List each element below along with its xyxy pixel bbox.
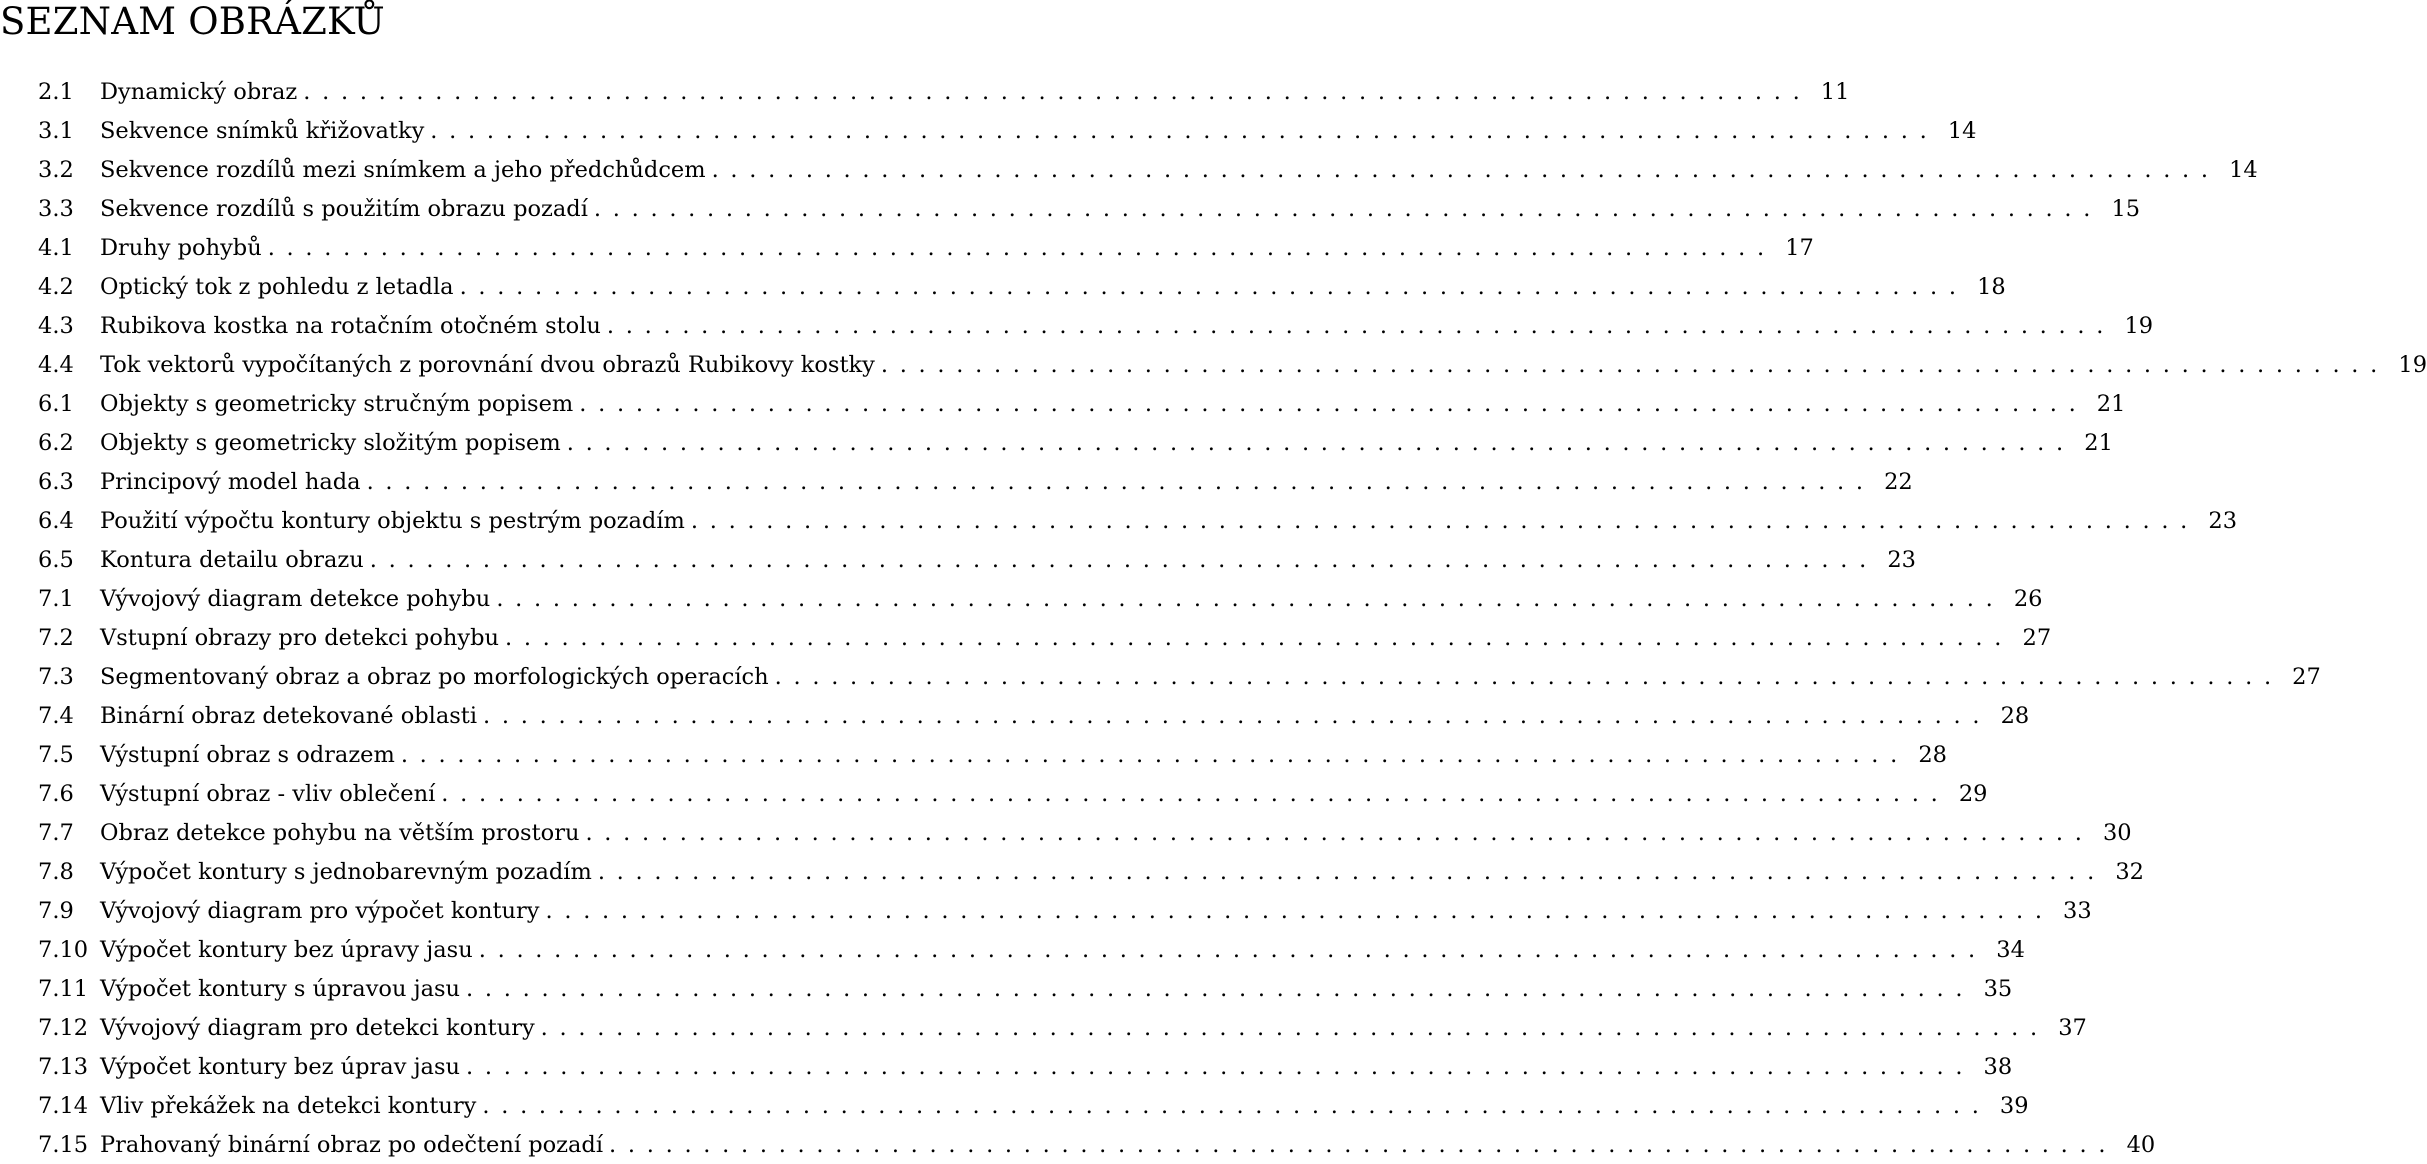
entry-page-number: 27 bbox=[2292, 663, 2321, 690]
entry-number: 6.3 bbox=[38, 468, 74, 495]
entry-page-number: 29 bbox=[1958, 780, 1988, 807]
dot-leader: ................................................................................ bbox=[609, 1131, 2118, 1158]
entry-number: 2.1 bbox=[38, 78, 74, 105]
entry-number: 7.9 bbox=[38, 897, 74, 924]
dot-leader: ................................................................................ bbox=[369, 546, 1878, 573]
entry-number: 4.2 bbox=[38, 273, 74, 300]
entry-page-number: 21 bbox=[2084, 429, 2113, 456]
entry-page-number: 34 bbox=[1996, 936, 2025, 963]
entry-number: 4.1 bbox=[38, 234, 74, 261]
entry-page-number: 21 bbox=[2096, 390, 2126, 417]
toc-entry[interactable] bbox=[38, 891, 2092, 930]
entry-page-number: 26 bbox=[2013, 585, 2043, 612]
toc-entry[interactable] bbox=[38, 657, 2321, 696]
toc-entry[interactable] bbox=[38, 579, 2043, 618]
toc-entry[interactable] bbox=[38, 1086, 2029, 1125]
toc-entry[interactable] bbox=[38, 696, 2030, 735]
entry-number: 4.3 bbox=[38, 312, 74, 339]
entry-page-number: 22 bbox=[1884, 468, 1913, 495]
toc-entry[interactable] bbox=[38, 1125, 2156, 1164]
toc-entry[interactable] bbox=[38, 501, 2238, 540]
entry-number: 6.2 bbox=[38, 429, 74, 456]
dot-leader: ................................................................................ bbox=[545, 897, 2054, 924]
toc-entry[interactable] bbox=[38, 1008, 2087, 1047]
entry-title: Sekvence snímků křižovatky bbox=[100, 118, 430, 144]
entry-page-number: 28 bbox=[2000, 702, 2030, 729]
dot-leader: ................................................................................ bbox=[593, 195, 2103, 222]
dot-leader: ................................................................................ bbox=[441, 780, 1950, 807]
entry-number: 7.5 bbox=[38, 741, 74, 768]
toc-entry[interactable] bbox=[38, 189, 2141, 228]
dot-leader: ................................................................................ bbox=[478, 936, 1987, 963]
entry-title: Vstupní obrazy pro detekci pohybu bbox=[100, 625, 505, 651]
entry-number: 3.2 bbox=[38, 156, 74, 183]
dot-leader: ................................................................................ bbox=[579, 390, 2088, 417]
dot-leader: ................................................................................ bbox=[774, 663, 2283, 690]
entry-number: 7.15 bbox=[38, 1131, 89, 1158]
entry-title: Vliv překážek na detekci kontury bbox=[100, 1093, 482, 1119]
entry-number: 7.12 bbox=[38, 1014, 89, 1041]
toc-entry[interactable] bbox=[38, 618, 2052, 657]
entry-title: Binární obraz detekované oblasti bbox=[100, 703, 483, 729]
dot-leader: ................................................................................ bbox=[606, 312, 2116, 339]
dot-leader: ................................................................................ bbox=[466, 1053, 1975, 1080]
toc-entry[interactable] bbox=[38, 150, 2258, 189]
entry-title: Principový model hada bbox=[100, 469, 367, 495]
toc-entry[interactable] bbox=[38, 228, 1814, 267]
entry-number: 6.1 bbox=[38, 390, 74, 417]
entry-title: Použití výpočtu kontury objektu s pestrým pozadím bbox=[100, 508, 691, 534]
toc-entry[interactable] bbox=[38, 540, 1916, 579]
entry-page-number: 15 bbox=[2111, 195, 2141, 222]
dot-leader: ................................................................................ bbox=[504, 624, 2014, 651]
entry-page-number: 19 bbox=[2124, 312, 2154, 339]
dot-leader: ................................................................................ bbox=[711, 156, 2220, 183]
dot-leader: ................................................................................ bbox=[496, 585, 2005, 612]
entry-title: Tok vektorů vypočítaných z porovnání dvou obrazů Rubikovy kostky bbox=[100, 352, 881, 378]
entry-page-number: 14 bbox=[1947, 117, 1977, 144]
entry-page-number: 18 bbox=[1977, 273, 2006, 300]
entry-number: 3.1 bbox=[38, 117, 74, 144]
dot-leader: ................................................................................ bbox=[483, 702, 1992, 729]
entry-title: Objekty s geometricky stručným popisem bbox=[100, 391, 579, 417]
dot-leader: ................................................................................ bbox=[540, 1014, 2049, 1041]
toc-entry[interactable] bbox=[38, 462, 1913, 501]
entry-title: Výpočet kontury s jednobarevným pozadím bbox=[100, 859, 598, 885]
entry-number: 7.3 bbox=[38, 663, 74, 690]
toc-entry[interactable] bbox=[38, 306, 2154, 345]
entry-page-number: 37 bbox=[2058, 1014, 2087, 1041]
dot-leader: ................................................................................ bbox=[597, 858, 2106, 885]
dot-leader: ................................................................................ bbox=[466, 975, 1975, 1002]
entry-title: Kontura detailu obrazu bbox=[100, 547, 370, 573]
entry-number: 7.7 bbox=[38, 819, 74, 846]
entry-page-number: 32 bbox=[2115, 858, 2144, 885]
entry-title: Výstupní obraz - vliv oblečení bbox=[100, 781, 441, 807]
entry-page-number: 14 bbox=[2229, 156, 2258, 183]
toc-entry[interactable] bbox=[38, 735, 1947, 774]
entry-page-number: 11 bbox=[1820, 78, 1850, 105]
toc-entry[interactable] bbox=[38, 111, 1977, 150]
entry-title: Prahovaný binární obraz po odečtení pozadí bbox=[100, 1132, 609, 1158]
toc-entry[interactable] bbox=[38, 930, 2025, 969]
entry-title: Výpočet kontury bez úpravy jasu bbox=[100, 937, 479, 963]
entry-number: 7.8 bbox=[38, 858, 74, 885]
toc-entry[interactable] bbox=[38, 423, 2113, 462]
entry-page-number: 23 bbox=[1887, 546, 1916, 573]
toc-entry[interactable] bbox=[38, 384, 2126, 423]
entry-title: Optický tok z pohledu z letadla bbox=[100, 274, 460, 300]
entry-page-number: 35 bbox=[1983, 975, 2013, 1002]
entry-page-number: 28 bbox=[1918, 741, 1947, 768]
entry-title: Výstupní obraz s odrazem bbox=[100, 742, 401, 768]
entry-number: 7.10 bbox=[38, 936, 89, 963]
dot-leader: ................................................................................ bbox=[459, 273, 1968, 300]
dot-leader: ................................................................................ bbox=[482, 1092, 1991, 1119]
dot-leader: ................................................................................ bbox=[366, 468, 1875, 495]
entry-title: Segmentovaný obraz a obraz po morfologických operacích bbox=[100, 664, 775, 690]
toc-entry[interactable] bbox=[38, 969, 2013, 1008]
dot-leader: ................................................................................ bbox=[400, 741, 1909, 768]
dot-leader: ................................................................................ bbox=[690, 507, 2200, 534]
dot-leader: ................................................................................ bbox=[303, 78, 1812, 105]
toc-entry[interactable] bbox=[38, 852, 2144, 891]
dot-leader: ................................................................................ bbox=[267, 234, 1776, 261]
entry-title: Vývojový diagram pro detekci kontury bbox=[100, 1015, 541, 1041]
entry-title: Obraz detekce pohybu na větším prostoru bbox=[100, 820, 585, 846]
entry-title: Vývojový diagram pro výpočet kontury bbox=[100, 898, 546, 924]
entry-number: 7.2 bbox=[38, 624, 74, 651]
entry-number: 7.11 bbox=[38, 975, 89, 1002]
toc-entry[interactable] bbox=[38, 72, 1850, 111]
toc-entry[interactable] bbox=[38, 267, 2006, 306]
entry-title: Dynamický obraz bbox=[100, 79, 303, 105]
entry-title: Vývojový diagram detekce pohybu bbox=[100, 586, 496, 612]
dot-leader: ................................................................................ bbox=[880, 351, 2390, 378]
toc-entry[interactable] bbox=[38, 1047, 2013, 1086]
entry-number: 7.4 bbox=[38, 702, 74, 729]
toc-entry[interactable] bbox=[38, 774, 1988, 813]
entry-page-number: 33 bbox=[2063, 897, 2092, 924]
entry-number: 7.13 bbox=[38, 1053, 89, 1080]
entry-number: 7.6 bbox=[38, 780, 74, 807]
entry-number: 6.5 bbox=[38, 546, 74, 573]
entry-title: Sekvence rozdílů s použitím obrazu pozadí bbox=[100, 196, 594, 222]
entry-page-number: 39 bbox=[1999, 1092, 2029, 1119]
entry-number: 3.3 bbox=[38, 195, 74, 222]
entry-number: 7.1 bbox=[38, 585, 74, 612]
entry-number: 4.4 bbox=[38, 351, 74, 378]
entry-page-number: 19 bbox=[2398, 351, 2427, 378]
entry-page-number: 38 bbox=[1983, 1053, 2013, 1080]
entry-title: Sekvence rozdílů mezi snímkem a jeho předchůdcem bbox=[100, 157, 712, 183]
entry-number: 7.14 bbox=[38, 1092, 89, 1119]
entry-title: Rubikova kostka na rotačním otočném stolu bbox=[100, 313, 607, 339]
entry-number: 6.4 bbox=[38, 507, 74, 534]
entry-page-number: 27 bbox=[2022, 624, 2052, 651]
entry-page-number: 17 bbox=[1785, 234, 1814, 261]
dot-leader: ................................................................................ bbox=[585, 819, 2094, 846]
list-of-figures bbox=[38, 72, 2427, 1164]
toc-entry[interactable] bbox=[38, 345, 2427, 384]
entry-title: Objekty s geometricky složitým popisem bbox=[100, 430, 567, 456]
entry-page-number: 30 bbox=[2102, 819, 2132, 846]
entry-title: Druhy pohybů bbox=[100, 235, 268, 261]
dot-leader: ................................................................................ bbox=[566, 429, 2075, 456]
entry-page-number: 40 bbox=[2126, 1131, 2156, 1158]
toc-entry[interactable] bbox=[38, 813, 2132, 852]
dot-leader: ................................................................................ bbox=[430, 117, 1939, 144]
entry-title: Výpočet kontury bez úprav jasu bbox=[100, 1054, 466, 1080]
entry-page-number: 23 bbox=[2208, 507, 2238, 534]
entry-title: Výpočet kontury s úpravou jasu bbox=[100, 976, 466, 1002]
page-title: SEZNAM OBRÁZKŮ bbox=[0, 0, 385, 43]
